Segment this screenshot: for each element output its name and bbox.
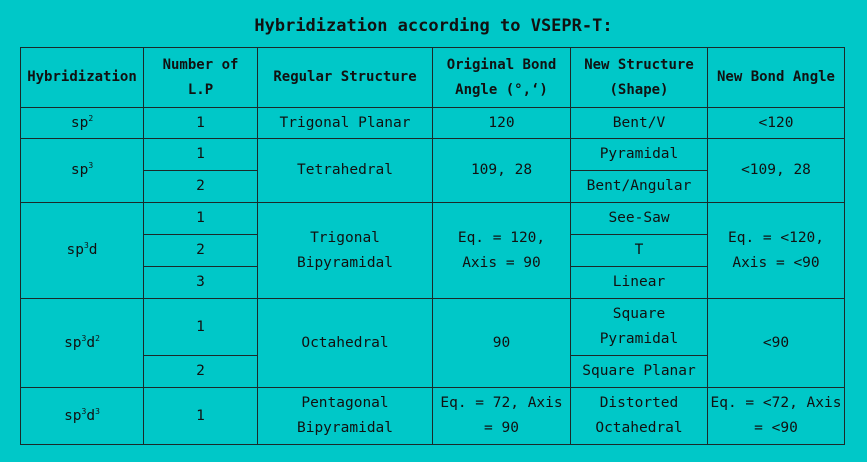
hyb-superscript: 3 — [88, 161, 94, 170]
new-angle-cell: <90 — [708, 299, 845, 388]
hybridization-cell — [21, 139, 144, 203]
table-row — [21, 108, 845, 139]
original-angle-cell: 120 — [433, 108, 571, 139]
table-row — [21, 203, 845, 235]
hybridization-cell — [21, 388, 144, 445]
hyb-superscript: 3 — [95, 406, 100, 416]
regular-structure-cell: Octahedral — [258, 299, 433, 388]
hyb-d: d — [86, 334, 96, 351]
shape-cell — [571, 388, 708, 445]
new-angle-cell: <109, 28 — [708, 139, 845, 203]
lone-pair-cell: 1 — [144, 139, 258, 171]
lone-pair-cell: 2 — [144, 235, 258, 267]
header-hybridization: Hybridization — [21, 48, 144, 108]
lone-pair-cell: 1 — [144, 108, 258, 139]
new-angle-text: Eq. = <72, Axis = <90 — [710, 395, 842, 436]
original-angle-cell — [433, 388, 571, 445]
lone-pair-cell: 1 — [144, 388, 258, 445]
header-new-bond-angle: New Bond Angle — [708, 48, 845, 108]
shape-cell: See-Saw — [571, 203, 708, 235]
hyb-superscript: 2 — [95, 333, 100, 343]
shape-cell: Square Planar — [571, 356, 708, 388]
lone-pair-cell: 3 — [144, 267, 258, 299]
hyb-base: sp — [70, 162, 89, 178]
header-new-structure: New Structure (Shape) — [571, 48, 708, 108]
shape-cell: Pyramidal — [571, 139, 708, 171]
hyb-superscript: 3 — [81, 406, 87, 416]
shape-text: Square Pyramidal — [599, 306, 679, 347]
page-title: Hybridization according to VSEPR-T: — [254, 16, 613, 36]
vsepr-table — [20, 47, 845, 445]
hyb-base: sp — [64, 407, 82, 424]
lone-pair-cell: 1 — [144, 203, 258, 235]
original-angle-text: Eq. = 120, Axis = 90 — [457, 229, 546, 271]
regular-structure-text: Pentagonal Bipyramidal — [296, 395, 394, 436]
header-original-bond-angle: Original Bond Angle (°,‘) — [433, 48, 571, 108]
hyb-superscript: 3 — [83, 241, 89, 250]
table-row — [21, 139, 845, 171]
regular-structure-cell — [258, 203, 433, 299]
new-angle-cell — [708, 203, 845, 299]
hyb-superscript: 2 — [88, 113, 94, 123]
regular-structure-cell: Tetrahedral — [258, 139, 433, 203]
regular-structure-cell: Trigonal Planar — [258, 108, 433, 139]
original-angle-cell: 109, 28 — [433, 139, 571, 203]
hyb-d: d — [86, 407, 96, 424]
hybridization-cell — [21, 203, 144, 299]
regular-structure-text: Trigonal Bipyramidal — [296, 229, 394, 271]
new-angle-cell: <120 — [708, 108, 845, 139]
hybridization-cell — [21, 299, 144, 388]
header-row — [21, 48, 845, 108]
hyb-base: sp — [70, 114, 89, 131]
shape-cell — [571, 299, 708, 356]
hyb-base: sp — [64, 334, 82, 351]
lone-pair-cell: 2 — [144, 171, 258, 203]
original-angle-text: Eq. = 72, Axis = 90 — [440, 395, 563, 436]
header-lone-pairs: Number of L.P — [144, 48, 258, 108]
shape-cell: Linear — [571, 267, 708, 299]
hyb-base: sp — [66, 242, 84, 258]
shape-cell: Bent/Angular — [571, 171, 708, 203]
lone-pair-cell: 1 — [144, 299, 258, 356]
shape-cell: T — [571, 235, 708, 267]
hyb-superscript: 3 — [81, 333, 87, 343]
hybridization-cell — [21, 108, 144, 139]
table-row — [21, 299, 845, 356]
regular-structure-cell — [258, 388, 433, 445]
header-regular-structure: Regular Structure — [258, 48, 433, 108]
lone-pair-cell: 2 — [144, 356, 258, 388]
hyb-d: d — [88, 242, 98, 258]
table-row — [21, 388, 845, 445]
new-angle-text: Eq. = <120, Axis = <90 — [727, 229, 825, 271]
original-angle-cell: 90 — [433, 299, 571, 388]
new-angle-cell — [708, 388, 845, 445]
shape-cell: Bent/V — [571, 108, 708, 139]
shape-text: Distorted Octahedral — [595, 395, 683, 436]
original-angle-cell — [433, 203, 571, 299]
